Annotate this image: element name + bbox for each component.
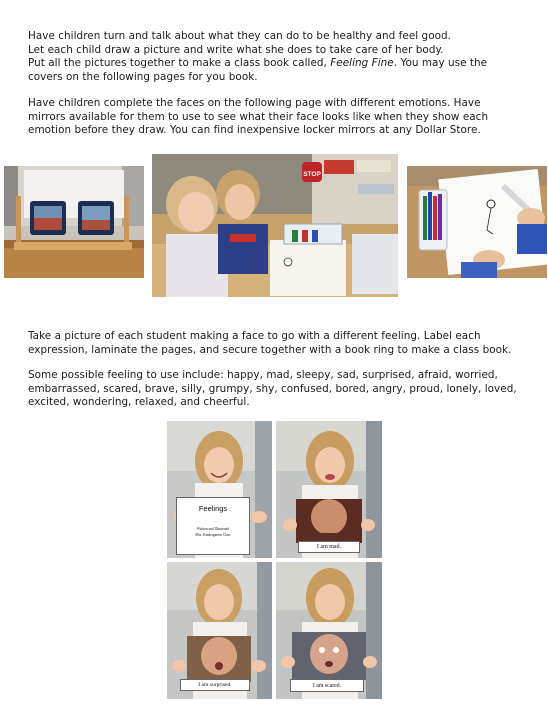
children-drawing-photo [152, 154, 398, 297]
drawing-markers-photo [407, 166, 547, 278]
feelings-book-cover [176, 497, 250, 555]
book-title: Feeling Fine [330, 57, 394, 70]
book-cover-title: Feelings [198, 504, 228, 513]
feelings-line-3: excited, wondering, relaxed, and cheerful. [28, 396, 250, 409]
intro-line-3-text: Put all the pictures together to make a class book called, [28, 57, 331, 70]
mad-caption: I am mad. [298, 541, 360, 553]
book-cover-author: Mrs. Kindergarten Class [195, 533, 231, 537]
faces-line-1: Have children complete the faces on the following page with different emotions. Have [28, 97, 481, 109]
faces-paragraph [28, 97, 528, 138]
intro-line-2: Let each child draw a picture and write what she does to take care of her body. [28, 43, 444, 56]
intro-line-3 [28, 57, 528, 71]
intro-line-1: Have children turn and talk about what they can do to be healthy and feel good. [28, 30, 452, 42]
intro-paragraph [28, 30, 528, 84]
picture-line-2: expression, laminate the pages, and secure together with a book ring to make a class book. [28, 343, 512, 356]
mad-photo [276, 421, 382, 558]
faces-line-2: mirrors available for them to use to see what their face looks like when they show each [28, 110, 489, 123]
mirrors-photo [4, 166, 144, 278]
stop-sign-label: STOP [303, 171, 321, 178]
feelings-line-1: Some possible feeling to use include: happy, mad, sleepy, sad, surprised, afraid, worried, [28, 369, 498, 381]
feelings-line-2: embarrassed, scared, brave, silly, grumpy, shy, confused, bored, angry, proud, lonely, loved, [28, 382, 517, 395]
picture-line-1: Take a picture of each student making a face to go with a different feeling. Label each [28, 330, 481, 342]
feelings-paragraph [28, 369, 528, 410]
book-cover-byline: Written and Illustrated [196, 527, 230, 531]
picture-paragraph [28, 330, 528, 357]
intro-line-4: covers on the following pages for you book. [28, 70, 258, 83]
faces-line-3: emotion before they draw. You can find inexpensive locker mirrors at any Dollar Store. [28, 124, 481, 137]
intro-line-3-tail: . You may use the [393, 57, 488, 70]
scared-caption: I am scared. [290, 679, 364, 692]
surprised-caption: I am surprised. [180, 679, 250, 691]
